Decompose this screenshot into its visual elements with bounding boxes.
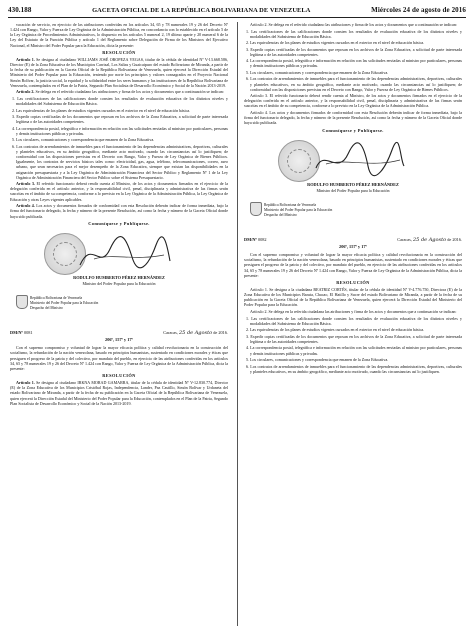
article-4: Artículo 4. Los actos y documentos firmados de conformidad con esta Resolución deberán indicar de forma inmediata, bajo la firma del funcionario delegado, la fecha y número de la presente Resolución, así como la fecha y número de la Gaceta Oficial donde haya sido publicada. <box>244 110 462 126</box>
dm-value: 0081 <box>23 329 33 335</box>
article-label: Artículo 1. <box>16 380 35 386</box>
column-divider <box>237 22 238 626</box>
letterhead-line: República Bolivariana de Venezuela <box>30 295 83 300</box>
resolution-preamble: Con el supremo compromiso y voluntad de lograr la mayor eficacia política y calidad revolucionaria en la construcción del socialismo, la refundación de la nación venezolana, basado en principios humanistas, sustentado en condiciones morales y éticas que persiguen el progreso de la patria y del colectivo, por mandato del pueblo, en ejercicio de las atribuciones conferidas en los artículos 34, 65 y 78 numerales 19 y 26 del Decreto Nº 1.424 con Rango, Valor y Fuerza de Ley Orgánica de la Administración Pública, dicta la presente: <box>10 345 228 371</box>
article-2 <box>10 89 228 94</box>
article-4 <box>10 203 228 218</box>
dm-label: DM/Nº <box>10 329 23 335</box>
coat-of-arms-icon <box>250 202 262 216</box>
list-item: 1. Las certificaciones de las calificaciones donde consten los resultados de evaluación educativa de los distintos niveles y modalidades del Subsistema de Educación Básica. <box>246 315 462 326</box>
left-column <box>10 22 228 626</box>
year: de 2016. <box>213 329 228 335</box>
article-text: Se designa al ciudadano IRKNA MORAD GAMARRA, titular de la cédula de identidad Nº V-12.830.774, Director (E) de la Zona Educativa de los Municipios Cristóbal Rojas, Independencia, Lander, Paz Castillo, Simón Bolívar y Urdaneta del estado Bolivariano de Miranda, a partir de la fecha de su publicación en la Gaceta Oficial de la República Bolivariana de Venezuela, quien ejercerá la Dirección Estadal del Ministerio del Poder Popular para la Educación, contemplados en el Plan de la Patria, Segundo Plan Socialista de Desarrollo Económico y Social de la Nación 2013-2019. <box>10 380 228 406</box>
date-text <box>397 237 462 243</box>
commemorative-years: 206º, 157º y 17º <box>105 337 133 343</box>
list-item: 4. La correspondencia postal, telegráfica e información en relación con las solicitudes enviadas al ministro por particulares, personas y demás instituciones públicas y privadas. <box>12 125 228 136</box>
delegation-list <box>244 29 462 92</box>
list-item: 1. Las certificaciones de las calificaciones donde consten los resultados de evaluación educativa de los distintos niveles y modalidades del Subsistema de Educación Básica. <box>246 28 462 39</box>
article-text: Se delega en el referido ciudadano las atribuciones y firma de los actos y documentos que a continuación se indican: <box>35 89 224 95</box>
dateline <box>244 237 462 243</box>
dm-label: DM/Nº <box>244 236 257 242</box>
list-item: 4. La correspondencia postal, telegráfica e información en relación con las solicitudes enviadas al ministro por particulares, personas y demás instituciones públicas y privadas. <box>246 345 462 356</box>
list-item: 5. Los circulares, comunicaciones y correspondencia que emanen de la Zona Educativa. <box>12 137 155 143</box>
letterhead-line: Despacho del Ministro <box>264 212 297 217</box>
list-item: 3. Expedir copias certificadas de los documentos que reposan en los archivos de la Zona Educativa, a solicitud de parte interesada legítima o de las autoridades competentes. <box>246 46 462 57</box>
list-item: 2. Las equivalencias de los planes de estudios vigentes cursados en el exterior en el nivel de educación básica. <box>246 40 425 46</box>
gazette-title: GACETA OFICIAL DE LA REPÚBLICA BOLIVARIANA DE VENEZUELA <box>92 6 311 14</box>
year: de 2016. <box>447 236 462 242</box>
signature-scribble-icon <box>74 231 174 275</box>
article-text: Se designa al ciudadano WILLIAMS JOSÉ OROPEZA VEGAS, titular de la cédula de identidad Nº V-13.668.586, Director (E) de la Zona Educativa de los Municipios Carrizal, Los Salias y Guaicaipuro del estado Bolivariano de Miranda, a partir de la fecha de su publicación en la Gaceta Oficial de la República Bolivariana de Venezuela, quien ejercerá la Dirección Estadal del Ministerio del Poder Popular para la Educación, teniendo por norte los principios y valores consagrados en el Proyecto Nacional Simón Bolívar, la justicia social, la equidad y la solidaridad entre los seres humanos y las instituciones de la República Bolivariana de Venezuela, contemplados en el Plan de la Patria, Segundo Plan Socialista de Desarrollo Económico y Social de la Nación 2013-2019. <box>10 56 228 88</box>
article-3 <box>10 181 228 202</box>
article-2: Artículo 2. Se delega en el referido ciudadano las atribuciones y firma de los actos y documentos que a continuación se indican: <box>250 22 457 27</box>
article-label: Artículo 2. <box>16 89 35 95</box>
city: Caracas, <box>397 236 412 242</box>
list-item: 2. Las equivalencias de los planes de estudios vigentes cursados en el exterior en el nivel de educación básica. <box>12 107 191 113</box>
date-text <box>163 330 228 336</box>
letterhead-line: Despacho del Ministro <box>30 305 63 310</box>
list-item: 5. Los circulares, comunicaciones y correspondencia que emanen de la Zona Educativa. <box>246 69 389 75</box>
article-1 <box>10 380 228 406</box>
signatory-name: RODULFO HUMBERTO PÉREZ HERNÁNDEZ <box>73 274 165 280</box>
signature-block <box>244 136 462 198</box>
article-1: Artículo 1. Se designa a la ciudadana BEATRIZ CORTÉS, titular de la cédula de identidad Nº V-4.776.750, Directora (E) de la Zona Educativa de los Municipios Baruta, Chacao, El Hatillo y Sucre del estado Bolivariano de Miranda, a partir de la fecha de su publicación en la Gaceta Oficial de la República Bolivariana de Venezuela, quien ejercerá la Dirección Estadal del Ministerio del Poder Popular para la Educación. <box>244 287 462 308</box>
list-item: 1. Las certificaciones de las calificaciones donde consten los resultados de evaluación educativa de los distintos niveles y modalidades del Subsistema de Educación Básica. <box>12 96 228 107</box>
dm-number <box>10 330 33 335</box>
list-item: 2. Las equivalencias de los planes de estudios vigentes cursados en el exterior en el nivel de educación básica. <box>246 327 425 333</box>
resolution-heading: RESOLUCIÓN <box>102 49 136 55</box>
letterhead-line: Ministerio del Poder Popular para la Educación <box>264 207 333 212</box>
communique: Comuníquese y Publíquese. <box>322 127 384 133</box>
list-item: 6. Los contratos de arrendamientos de inmuebles para el funcionamiento de las dependencias administrativas, deportivas, culturales y planteles educativos, en su ámbito geográfico, mediante acto motivado, cuando las circunstancias así lo justifiquen; de conformidad con las disposiciones previstas en el Decreto con Rango, Valor y Fuerza de Ley Orgánica de Bienes Públicos. <box>246 76 462 92</box>
ministry-letterhead <box>244 201 462 235</box>
list-item: 4. La correspondencia postal, telegráfica e información en relación con las solicitudes enviadas al ministro por particulares, personas y demás instituciones públicas y privadas. <box>246 58 462 69</box>
list-item: 3. Expedir copias certificadas de los documentos que reposan en los archivos de la Zona Educativa, a solicitud de parte interesada legítima o de las autoridades competentes. <box>12 114 228 125</box>
page-header <box>8 4 466 16</box>
signature-block <box>10 229 228 291</box>
page-number: 430.188 <box>8 6 32 14</box>
city: Caracas, <box>163 329 178 335</box>
dm-value: 0082 <box>257 236 267 242</box>
dm-number <box>244 237 267 242</box>
signatory-role: Ministro del Poder Popular para la Educación <box>316 187 390 193</box>
article-label: Artículo 4. <box>16 203 35 209</box>
handwritten-date: 25 de Agosto <box>413 236 447 243</box>
signatory-name: RODULFO HUMBERTO PÉREZ HERNÁNDEZ <box>307 181 399 187</box>
article-2: Artículo 2. Se delega en la referida ciudadana las atribuciones y firma de los actos y documentos que a continuación se indican: <box>250 309 457 315</box>
signature-scribble-icon <box>308 138 408 182</box>
commemorative-years: 206º, 157º y 17º <box>339 243 367 249</box>
letterhead-line: República Bolivariana de Venezuela <box>264 202 317 207</box>
communique: Comuníquese y Publíquese. <box>88 220 150 226</box>
right-column <box>244 22 462 626</box>
dateline <box>10 330 228 336</box>
article-1 <box>10 57 228 88</box>
article-label: Artículo 3. <box>16 181 35 187</box>
ministry-letterhead <box>10 294 228 328</box>
resolution-heading: RESOLUCIÓN <box>102 373 136 378</box>
article-text: El referido funcionario deberá rendir cuenta al Ministro, de los actos y documentos firmados en el ejercicio de la delegación conferida en el artículo anterior, y la responsabilidad civil, penal, disciplinaria y administrativa de las firmas serán suscritas en el ámbito de su competencia, conforme a lo previsto en la Ley Orgánica de la Administración Pública, la Ley Orgánica de Educación y otras Leyes vigentes aplicables. <box>10 181 228 202</box>
intro-paragraph: vacación de servicio, en ejercicio de las atribuciones conferidas en los artículos 34, 65 y 78 numerales 19 y 26 del Decreto Nº 1.424 con Rango, Valor y Fuerza de Ley Orgánica de la Administración Pública, en concordancia con lo establecido en el artículo 5 de la Ley Orgánica de Procedimientos Administrativos, lo dispuesto en los artículos 5 numeral 2, 19 último aparte y 20 numeral 6 de la Ley del Estatuto de la Función Pública y artículo 1 del Reglamento sobre Delegación de Firma de los Ministros del Ejecutivo Nacional, el Ministro del Poder Popular para la Educación, dicta la presente: <box>10 22 228 48</box>
issue-date: Miércoles 24 de agosto de 2016 <box>371 6 466 14</box>
resolution-heading: RESOLUCIÓN <box>336 279 370 285</box>
article-label: Artículo 1. <box>16 56 35 62</box>
coat-of-arms-icon <box>16 295 28 309</box>
handwritten-date: 25 de Agosto <box>179 329 213 336</box>
list-item: 5. Los circulares, comunicaciones y correspondencia que emanen de la Zona Educativa. <box>246 357 389 363</box>
header-rule <box>8 17 466 18</box>
list-item: 3. Expedir copias certificadas de los documentos que reposan en los archivos de la Zona Educativa, a solicitud de parte interesada legítima o de las autoridades competentes. <box>246 333 462 344</box>
resolution-preamble: Con el supremo compromiso y voluntad de lograr la mayor eficacia política y calidad revolucionaria en la construcción del socialismo, la refundación de la nación venezolana, basado en principios humanistas, sustentado en condiciones morales y éticas que persiguen el progreso de la patria y del colectivo, por mandato del pueblo, en ejercicio de las atribuciones conferidas en los artículos 34, 65 y 78 numerales 19 y 26 del Decreto Nº 1.424 con Rango, Valor y Fuerza de Ley Orgánica de la Administración Pública, dicta la presente: <box>244 252 462 278</box>
delegation-list <box>10 96 228 180</box>
delegation-list <box>244 316 462 374</box>
signatory-role: Ministro del Poder Popular para la Educación <box>82 280 156 286</box>
list-item: 6. Los contratos de arrendamientos de inmuebles para el funcionamiento de las dependencias administrativas, deportivas, culturales y planteles educativos, en su ámbito geográfico, mediante acto motivado, cuando las circunstancias así lo justifiquen; de conformidad con las disposiciones previstas en el Decreto con Rango, Valor y Fuerza de Ley Orgánica de Bienes Públicos. Igualmente, los contratos de servicios básicos tales como: electricidad, gas, agua, teléfono, telecomunicaciones, correo, aseo urbano, que sean necesarios para el mejor desempeño de la Zona Educativa, siempre que existan las disponibilidades en la asignación presupuestaria y a la Ley Orgánica de Administración Financiera del Sector Público y Reglamento Nº 1 de la Ley Orgánica de Administración Financiera del Sector Público sobre el Sistema Presupuestario. <box>12 143 228 180</box>
list-item: 6. Los contratos de arrendamientos de inmuebles para el funcionamiento de las dependencias administrativas, deportivas, culturales y planteles educativos, en su ámbito geográfico, mediante acto motivado, cuando las circunstancias así lo justifiquen. <box>246 363 462 374</box>
letterhead-line: Ministerio del Poder Popular para la Educación <box>30 300 99 305</box>
article-text: Los actos y documentos firmados de conformidad con esta Resolución deberán indicar de forma inmediata, bajo la firma del funcionario delegado, la fecha y número de la presente Resolución, así como la fecha y número de la Gaceta Oficial donde haya sido publicada. <box>10 203 228 219</box>
article-3: Artículo 3. El referido funcionario deberá rendir cuenta al Ministro, de los actos y documentos firmados en el ejercicio de la delegación conferida en el artículo anterior, y la responsabilidad civil, penal, disciplinaria y administrativa de las firmas serán suscritas en el ámbito de su competencia, conforme a lo previsto en la Ley Orgánica de la Administración Pública. <box>244 93 462 109</box>
